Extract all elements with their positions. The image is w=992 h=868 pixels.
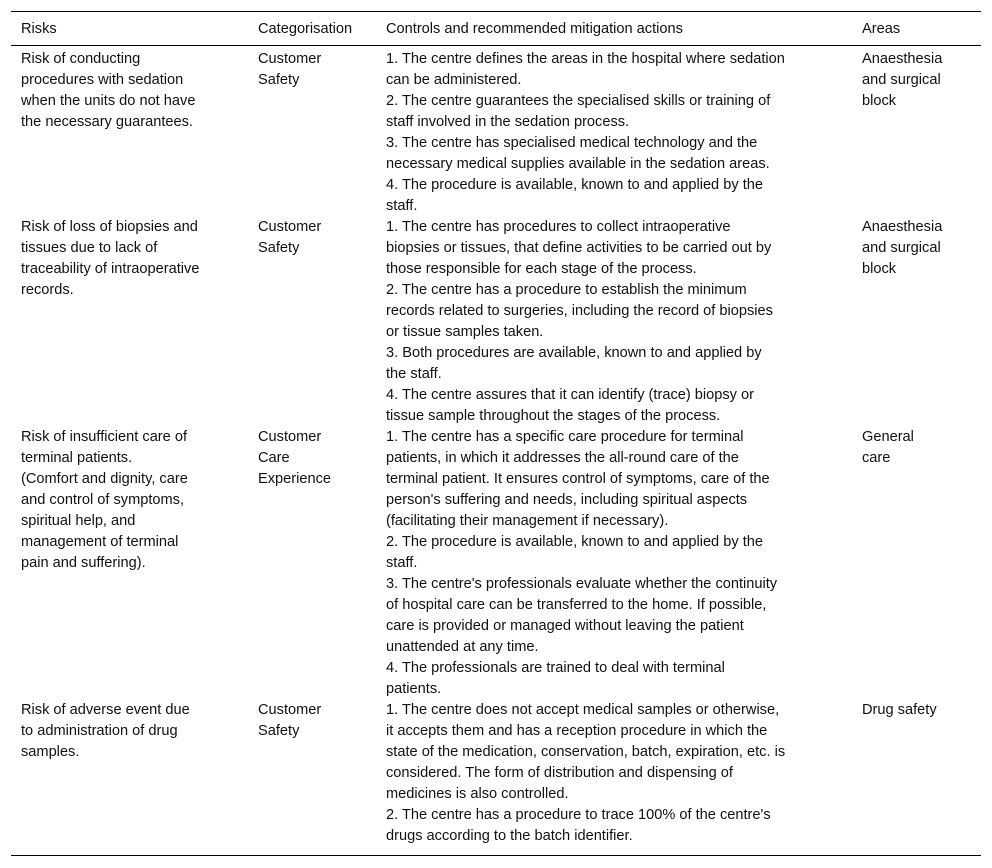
risk-table — [11, 11, 981, 856]
cell-line: (Comfort and dignity, care — [21, 471, 188, 487]
cell-line: Customer — [258, 702, 322, 718]
controls-cell — [376, 46, 852, 218]
cell-line: block — [862, 261, 897, 277]
category-cell — [248, 427, 376, 700]
category-cell — [248, 46, 376, 218]
controls-cell — [376, 217, 852, 427]
cell-line: records related to surgeries, including the record of biopsies — [386, 303, 773, 319]
header-areas: Areas — [862, 20, 901, 37]
cell-line: state of the medication, conservation, batch, expiration, etc. is — [386, 744, 786, 760]
cell-line: staff involved in the sedation process. — [386, 114, 630, 130]
cell-line: Experience — [258, 471, 332, 487]
cell-line: 3. The centre's professionals evaluate whether the continuity — [386, 576, 778, 592]
cell-line: management of terminal — [21, 534, 179, 550]
cell-line: 3. The centre has specialised medical technology and the — [386, 135, 758, 151]
cell-line: and surgical — [862, 72, 941, 88]
cell-line: care — [862, 450, 891, 466]
cell-line: procedures with sedation — [21, 72, 184, 88]
cell-line: 2. The centre guarantees the specialised skills or training of — [386, 93, 771, 109]
cell-line: 1. The centre does not accept medical samples or otherwise, — [386, 702, 780, 718]
cell-line: tissue sample throughout the stages of the process. — [386, 408, 721, 424]
cell-line: it accepts them and has a reception procedure in which the — [386, 723, 768, 739]
cell-line: the necessary guarantees. — [21, 114, 193, 130]
table-row — [11, 217, 981, 427]
area-cell — [852, 46, 981, 218]
table-body — [11, 46, 981, 856]
cell-line: the staff. — [386, 366, 442, 382]
cell-line: drugs according to the batch identifier. — [386, 828, 633, 844]
header-categorisation: Categorisation — [258, 20, 353, 37]
cell-line: terminal patients. — [21, 450, 133, 466]
cell-line: 4. The procedure is available, known to and applied by the — [386, 177, 763, 193]
cell-line: necessary medical supplies available in the sedation areas. — [386, 156, 770, 172]
cell-line: traceability of intraoperative — [21, 261, 200, 277]
cell-line: terminal patient. It ensures control of symptoms, care of the — [386, 471, 770, 487]
cell-line: 1. The centre has procedures to collect intraoperative — [386, 219, 731, 235]
cell-line: Risk of loss of biopsies and — [21, 219, 198, 235]
area-cell — [852, 217, 981, 427]
cell-line: staff. — [386, 555, 418, 571]
cell-line: Customer — [258, 219, 322, 235]
cell-line: and surgical — [862, 240, 941, 256]
table-row — [11, 700, 981, 856]
controls-cell — [376, 700, 852, 856]
cell-line: Customer — [258, 429, 322, 445]
cell-line: biopsies or tissues, that define activities to be carried out by — [386, 240, 772, 256]
area-cell — [852, 700, 981, 856]
cell-line: patients. — [386, 681, 442, 697]
cell-line: (facilitating their management if necessary). — [386, 513, 669, 529]
cell-line: of hospital care can be transferred to the home. If possible, — [386, 597, 767, 613]
risk-cell — [11, 427, 248, 700]
cell-line: 3. Both procedures are available, known to and applied by — [386, 345, 762, 361]
cell-line: General — [862, 429, 914, 445]
cell-line: Drug safety — [862, 702, 937, 718]
cell-line: Care — [258, 450, 290, 466]
cell-line: person's suffering and needs, including spiritual aspects — [386, 492, 748, 508]
cell-line: to administration of drug — [21, 723, 178, 739]
cell-line: tissues due to lack of — [21, 240, 158, 256]
controls-cell — [376, 427, 852, 700]
cell-line: patients, in which it addresses the all-round care of the — [386, 450, 739, 466]
table-header — [11, 12, 981, 46]
cell-line: 4. The professionals are trained to deal with terminal — [386, 660, 725, 676]
cell-line: Safety — [258, 72, 300, 88]
cell-line: or tissue samples taken. — [386, 324, 544, 340]
cell-line: Risk of insufficient care of — [21, 429, 188, 445]
cell-line: medicines is also controlled. — [386, 786, 569, 802]
cell-line: Customer — [258, 51, 322, 67]
header-controls: Controls and recommended mitigation actions — [386, 20, 683, 37]
cell-line: spiritual help, and — [21, 513, 136, 529]
cell-line: care is provided or managed without leaving the patient — [386, 618, 744, 634]
category-cell — [248, 217, 376, 427]
cell-line: staff. — [386, 198, 418, 214]
cell-line: considered. The form of distribution and dispensing of — [386, 765, 733, 781]
cell-line: when the units do not have — [21, 93, 196, 109]
cell-line: 2. The centre has a procedure to trace 100% of the centre's — [386, 807, 771, 823]
cell-line: 2. The procedure is available, known to and applied by the — [386, 534, 763, 550]
cell-line: 2. The centre has a procedure to establish the minimum — [386, 282, 747, 298]
risk-cell — [11, 46, 248, 218]
risk-cell — [11, 217, 248, 427]
cell-line: 1. The centre defines the areas in the hospital where sedation — [386, 51, 785, 67]
area-cell — [852, 427, 981, 700]
cell-line: can be administered. — [386, 72, 522, 88]
cell-line: Risk of adverse event due — [21, 702, 190, 718]
table-row — [11, 46, 981, 218]
cell-line: block — [862, 93, 897, 109]
risk-table-container — [11, 11, 981, 856]
cell-line: Safety — [258, 240, 300, 256]
cell-line: and control of symptoms, — [21, 492, 185, 508]
cell-line: Anaesthesia — [862, 51, 943, 67]
cell-line: samples. — [21, 744, 80, 760]
table-row — [11, 427, 981, 700]
cell-line: records. — [21, 282, 74, 298]
cell-line: Safety — [258, 723, 300, 739]
cell-line: 1. The centre has a specific care procedure for terminal — [386, 429, 744, 445]
cell-line: unattended at any time. — [386, 639, 539, 655]
risk-cell — [11, 700, 248, 856]
category-cell — [248, 700, 376, 856]
cell-line: Risk of conducting — [21, 51, 141, 67]
header-row — [11, 12, 981, 46]
cell-line: those responsible for each stage of the process. — [386, 261, 697, 277]
cell-line: pain and suffering). — [21, 555, 146, 571]
cell-line: Anaesthesia — [862, 219, 943, 235]
header-risks: Risks — [21, 20, 57, 37]
cell-line: 4. The centre assures that it can identify (trace) biopsy or — [386, 387, 754, 403]
